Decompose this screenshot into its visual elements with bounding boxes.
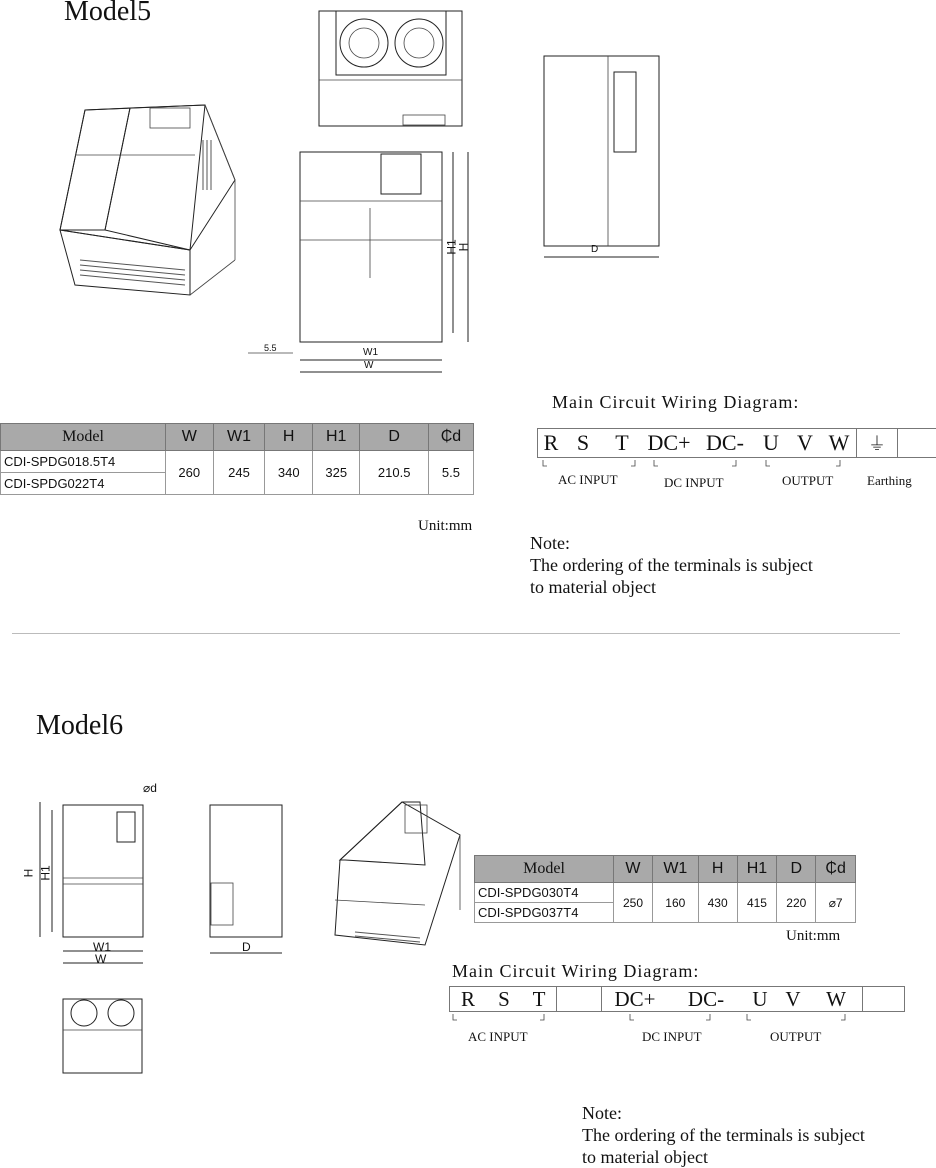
note-line: The ordering of the terminals is subject [582,1125,865,1145]
col-header: D [777,856,816,883]
table-header-row [475,856,856,883]
model5-dim-hole: 5.5 [264,343,277,353]
model5-note [530,532,813,598]
terminal-dc-minus: DC- [687,986,725,1011]
model6-unit: Unit:mm [786,928,841,944]
value-cell: 210.5 [360,451,428,495]
model6-dim-w1: W1 [93,940,111,954]
terminal-w: W [828,430,850,455]
model6-isometric-drawing [330,800,465,950]
col-header: W [166,424,214,451]
model5-terminal-strip [537,428,936,458]
earth-icon: ⏚ [856,429,897,457]
model6-front-view [30,800,150,970]
terminal-v: V [785,986,801,1011]
note-heading: Note: [582,1103,622,1123]
model6-spec-table [474,855,856,923]
model5-dim-w: W [364,360,374,371]
group-label-ac-input: AC INPUT [558,472,618,487]
value-cell: 245 [213,451,265,495]
value-cell: 325 [312,451,360,495]
terminal-u: U [763,430,779,455]
terminal-blank [897,429,936,457]
model6-dim-h: H [21,868,36,878]
model6-title: Model6 [36,710,124,741]
terminal-blank [556,987,602,1011]
model5-top-view [318,10,464,128]
model6-dim-hole: ⌀d [143,781,157,795]
model6-dim-h1: H1 [38,865,53,881]
terminal-blank [862,987,904,1011]
model6-group-brackets [450,1012,850,1024]
value-cell: 340 [265,451,313,495]
model5-wiring-title: Main Circuit Wiring Diagram: [552,392,800,412]
model6-side-view [208,803,288,963]
group-label-dc-input: DC INPUT [664,475,724,490]
col-header: W1 [213,424,265,451]
note-line: The ordering of the terminals is subject [530,555,813,575]
model5-title: Model5 [64,0,152,27]
model5-spec-table [0,423,474,495]
col-header: Model [475,856,614,883]
group-label-output: OUTPUT [782,473,834,488]
terminal-s: S [576,430,590,455]
col-header: Model [1,424,166,451]
terminal-u: U [752,986,768,1011]
model6-top-view [62,998,144,1078]
note-heading: Note: [530,533,570,553]
group-label-output: OUTPUT [770,1029,822,1044]
value-cell: 220 [777,883,816,923]
table-row [1,451,474,473]
group-label-dc-input: DC INPUT [642,1029,702,1044]
model5-dim-h1: H1 [444,239,459,255]
value-cell: 160 [652,883,698,923]
model5-isometric-drawing [55,100,240,300]
model5-dim-h: H [456,242,471,252]
section-divider [12,633,900,634]
model5-unit: Unit:mm [418,518,473,534]
terminal-dc-minus: DC- [706,430,744,455]
terminal-w: W [826,986,846,1011]
model6-dim-d: D [242,940,251,954]
terminal-r: R [460,986,475,1011]
value-cell: ⌀7 [816,883,856,923]
table-header-row [1,424,474,451]
col-header: W [614,856,653,883]
model5-dim-d: D [591,244,599,255]
group-label-earthing: Earthing [867,473,912,488]
terminal-v: V [797,430,813,455]
terminal-r: R [543,430,559,455]
terminal-t: T [615,430,629,455]
value-cell: 430 [698,883,737,923]
model6-dim-w: W [95,952,107,966]
model-cell: CDI-SPDG022T4 [1,473,166,495]
model6-note [582,1102,865,1168]
col-header: H [698,856,737,883]
value-cell: 5.5 [428,451,473,495]
model5-dim-w1: W1 [363,347,378,358]
model5-side-view [542,54,664,264]
model6-terminal-strip [449,986,905,1012]
col-header: H1 [312,424,360,451]
model-cell: CDI-SPDG030T4 [475,883,614,903]
value-cell: 415 [737,883,777,923]
terminal-t: T [532,986,546,1011]
note-line: to material object [530,577,656,597]
terminal-dc-plus: DC+ [614,986,656,1011]
value-cell: 260 [166,451,214,495]
col-header: W1 [652,856,698,883]
model5-front-view [248,148,488,378]
col-header: ₵d [816,856,856,883]
group-label-ac-input: AC INPUT [468,1029,528,1044]
table-row [475,883,856,903]
terminal-s: S [498,986,510,1011]
model6-wiring-title: Main Circuit Wiring Diagram: [452,961,700,981]
value-cell: 250 [614,883,653,923]
col-header: H [265,424,313,451]
model-cell: CDI-SPDG037T4 [475,903,614,923]
model-cell: CDI-SPDG018.5T4 [1,451,166,473]
col-header: ₵d [428,424,473,451]
col-header: H1 [737,856,777,883]
col-header: D [360,424,428,451]
model5-group-brackets [540,458,850,470]
note-line: to material object [582,1147,708,1167]
terminal-dc-plus: DC+ [647,430,691,455]
